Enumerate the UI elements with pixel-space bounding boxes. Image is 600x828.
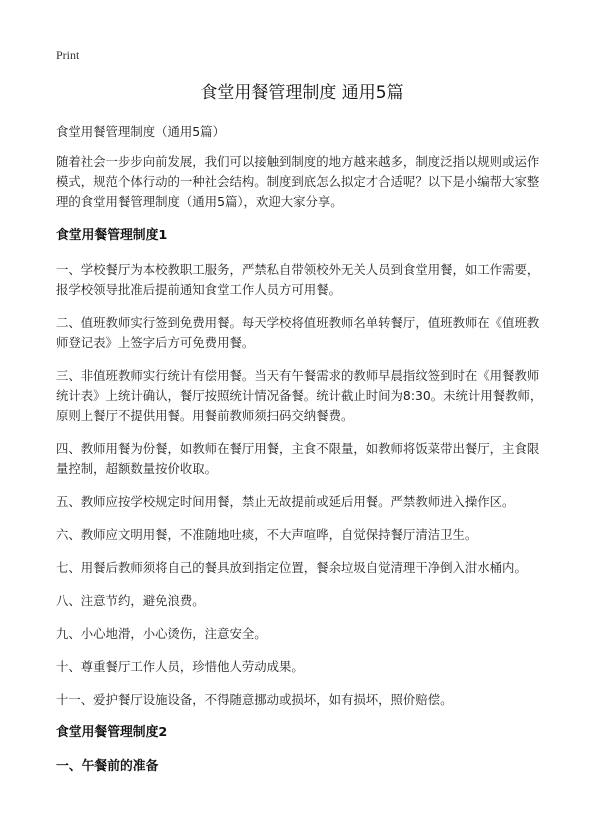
subsection-heading: 一、午餐前的准备 bbox=[56, 759, 159, 774]
rule-item-5: 五、教师应按学校规定时间用餐，禁止无故提前或延后用餐。严禁教师进入操作区。 bbox=[56, 494, 515, 509]
rule-item-8: 八、注意节约，避免浪费。 bbox=[56, 593, 205, 608]
document-subtitle: 食堂用餐管理制度（通用5篇） bbox=[56, 124, 225, 139]
rule-item-9: 九、小心地滑，小心烫伤，注意安全。 bbox=[56, 626, 267, 641]
rule-item-7: 七、用餐后教师须将自己的餐具放到指定位置，餐余垃圾自觉清理干净倒入泔水桶内。 bbox=[56, 560, 527, 575]
rule-item-2: 二、值班教师实行签到免费用餐。每天学校将值班教师名单转餐厅，值班教师在《值班教师登记表》上签字后方可免费用餐。 bbox=[56, 315, 540, 350]
section-heading-1: 食堂用餐管理制度1 bbox=[56, 228, 168, 243]
page-title: 食堂用餐管理制度 通用5篇 bbox=[200, 83, 404, 103]
print-link[interactable]: Print bbox=[56, 48, 80, 62]
rule-item-6: 六、教师应文明用餐，不准随地吐痰，不大声喧哗，自觉保持餐厅清洁卫生。 bbox=[56, 527, 478, 542]
intro-paragraph: 随着社会一步步向前发展，我们可以接触到制度的地方越来越多，制度泛指以规则或运作模式，规范个体行动的一种社会结构。制度到底怎么拟定才合适呢？以下是小编帮大家整理的食堂用餐管理制度（通用5篇），欢迎大家分享。 bbox=[56, 154, 540, 209]
section-heading-2: 食堂用餐管理制度2 bbox=[56, 725, 168, 740]
rule-item-1: 一、学校餐厅为本校教职工服务，严禁私自带领校外无关人员到食堂用餐，如工作需要，报学校领导批准后提前通知食堂工作人员方可用餐。 bbox=[56, 262, 540, 297]
rule-item-11: 十一、爱护餐厅设施设备，不得随意挪动或损坏，如有损坏，照价赔偿。 bbox=[56, 692, 453, 707]
rule-item-3: 三、非值班教师实行统计有偿用餐。当天有午餐需求的教师早晨指纹签到时在《用餐教师统计表》上统计确认，餐厅按照统计情况备餐。统计截止时间为8:30。未统计用餐教师，原则上餐厅不提供用餐。用餐前教师须扫码交纳餐费。 bbox=[56, 368, 543, 423]
rule-item-4: 四、教师用餐为份餐，如教师在餐厅用餐，主食不限量，如教师将饭菜带出餐厅，主食限量控制，超额数量按价收取。 bbox=[56, 441, 540, 476]
rule-item-10: 十、尊重餐厅工作人员，珍惜他人劳动成果。 bbox=[56, 659, 304, 674]
